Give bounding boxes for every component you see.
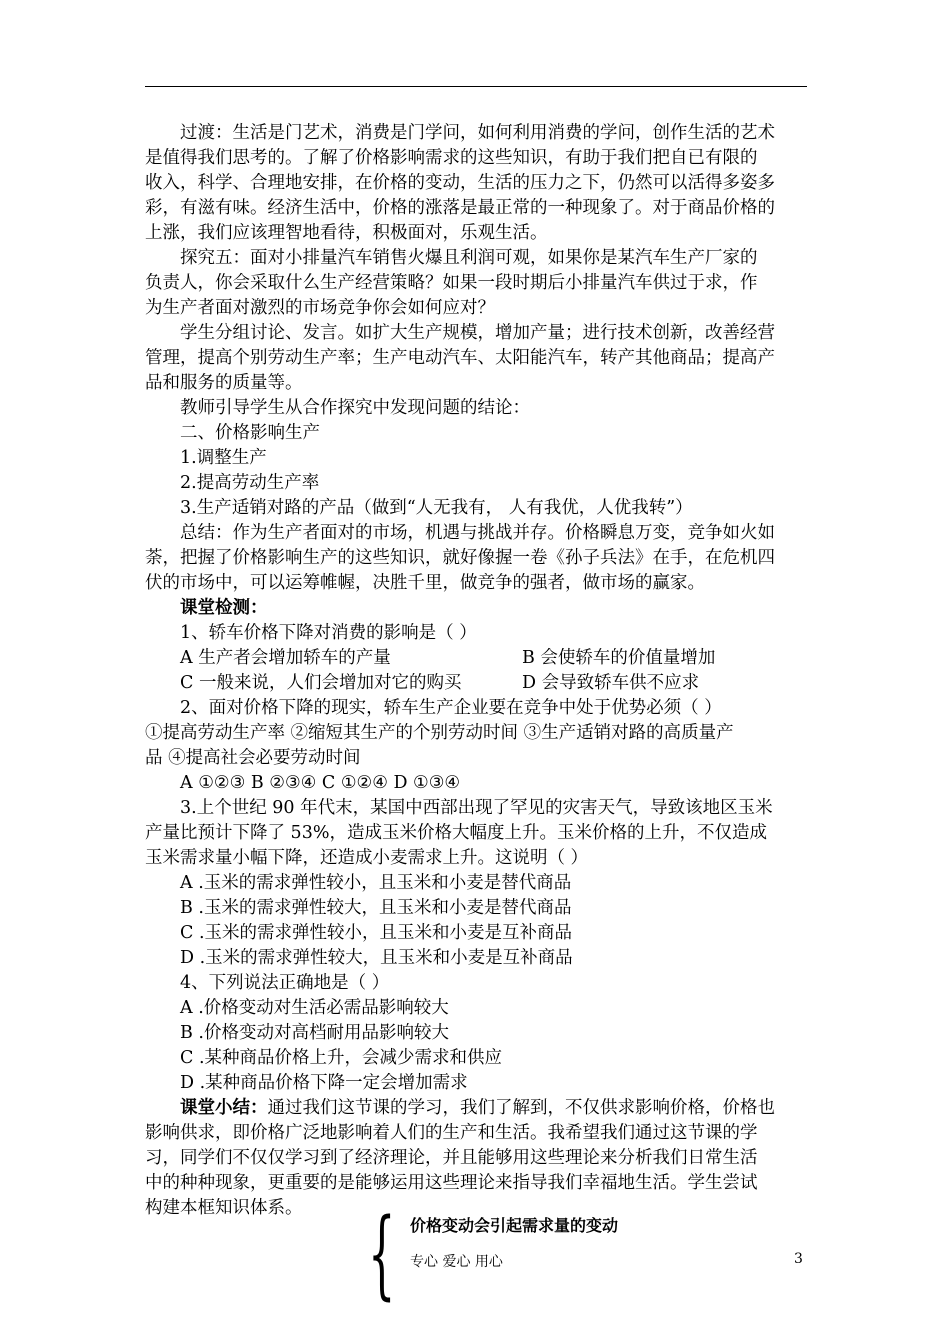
text-line: 管理，提高个别劳动生产率；生产电动汽车、太阳能汽车，转产其他商品；提高产 [145, 348, 775, 368]
text-line: 产量比预计下降了 53%，造成玉米价格大幅度上升。玉米价格的上升，不仅造成 [145, 823, 767, 843]
text-line: 是值得我们思考的。了解了价格影响需求的这些知识，有助于我们把自已有限的 [145, 148, 758, 168]
knowledge-map-title: 价格变动会引起需求量的变动 [410, 1216, 619, 1235]
text-line: C .某种商品价格上升，会减少需求和供应 [180, 1048, 503, 1068]
text-line: D .某种商品价格下降一定会增加需求 [180, 1073, 468, 1093]
text-line: 3.上个世纪 90 年代末，某国中西部出现了罕见的灾害天气，导致该地区玉米 [180, 798, 773, 818]
text-line: B .玉米的需求弹性较大，且玉米和小麦是替代商品 [180, 898, 572, 918]
document-body [145, 121, 807, 1221]
option-d: D 会导致轿车供不应求 [522, 673, 700, 693]
page-number: 3 [794, 1251, 803, 1267]
text-line: 2、面对价格下降的现实，轿车生产企业要在竞争中处于优势必须（ ） [180, 698, 722, 718]
summary-heading: 课堂小结： [180, 1098, 268, 1118]
option-b: B 会使轿车的价值量增加 [522, 648, 716, 668]
question-1-options-row-1 [145, 646, 807, 671]
quiz-heading: 课堂检测： [180, 598, 268, 618]
text-line: D .玉米的需求弹性较大，且玉米和小麦是互补商品 [180, 948, 573, 968]
text-line: 负责人，你会采取什么生产经营策略？如果一段时期后小排量汽车供过于求，作 [145, 273, 758, 293]
option-c: C 一般来说，人们会增加对它的购买 [180, 673, 462, 693]
text-line: 影响供求，即价格广泛地影响着人们的生产和生活。我希望我们通过这节课的学 [145, 1123, 758, 1143]
body-paragraphs [145, 121, 807, 596]
questions-3-4 [145, 796, 807, 1096]
text-line: 二、价格影响生产 [180, 423, 320, 443]
summary-text: 通过我们这节课的学习，我们了解到，不仅供求影响价格，价格也 [267, 1098, 775, 1118]
text-line: 品和服务的质量等。 [145, 373, 303, 393]
text-line: 上涨，我们应该理智地看待，积极面对，乐观生活。 [145, 223, 548, 243]
text-line: 收入，科学、合理地安排，在价格的变动，生活的压力之下，仍然可以活得多姿多 [145, 173, 775, 193]
summary-first-line [145, 1096, 807, 1121]
text-line: 总结：作为生产者面对的市场，机遇与挑战并存。价格瞬息万变，竞争如火如 [180, 523, 775, 543]
text-line: C .玉米的需求弹性较小，且玉米和小麦是互补商品 [180, 923, 573, 943]
text-line: 学生分组讨论、发言。如扩大生产规模，增加产量；进行技术创新，改善经营 [180, 323, 775, 343]
option-a: A 生产者会增加轿车的产量 [180, 648, 391, 668]
text-line: 1.调整生产 [180, 448, 267, 468]
question-1: 1、轿车价格下降对消费的影响是（ ） [180, 623, 477, 643]
question-1-options-row-2 [145, 671, 807, 696]
text-line: 教师引导学生从合作探究中发现问题的结论： [180, 398, 530, 418]
text-line: 习，同学们不仅仅学习到了经济理论，并且能够用这些理论来分析我们日常生活 [145, 1148, 758, 1168]
text-line: ①提高劳动生产率 ②缩短其生产的个别劳动时间 ③生产适销对路的高质量产 [145, 723, 734, 743]
text-line: 中的种种现象，更重要的是能够运用这些理论来指导我们幸福地生活。学生尝试 [145, 1173, 758, 1193]
summary-paragraph [145, 1121, 807, 1221]
text-line: B .价格变动对高档耐用品影响较大 [180, 1023, 449, 1043]
text-line: A ①②③ B ②③④ C ①②④ D ①③④ [180, 773, 461, 793]
text-line: 构建本框知识体系。 [145, 1198, 303, 1218]
text-line: 彩，有滋有味。经济生活中，价格的涨落是最正常的一种现象了。对于商品价格的 [145, 198, 775, 218]
text-line: 为生产者面对激烈的市场竞争你会如何应对？ [145, 298, 495, 318]
text-line: 玉米需求量小幅下降，还造成小麦需求上升。这说明（ ） [145, 848, 589, 868]
text-line: 探究五：面对小排量汽车销售火爆且利润可观，如果你是某汽车生产厂家的 [180, 248, 758, 268]
text-line: A .玉米的需求弹性较小，且玉米和小麦是替代商品 [180, 873, 572, 893]
text-line: 2.提高劳动生产率 [180, 473, 320, 493]
header-rule [145, 86, 807, 87]
text-line: 3.生产适销对路的产品（做到“人无我有， 人有我优，人优我转”） [180, 498, 693, 518]
text-line: 4、下列说法正确地是（ ） [180, 973, 390, 993]
brace-icon: { [368, 1198, 396, 1310]
text-line: 荼，把握了价格影响生产的这些知识，就好像握一卷《孙子兵法》在手，在危机四 [145, 548, 775, 568]
text-line: 品 ④提高社会必要劳动时间 [145, 748, 361, 768]
question-2 [145, 696, 807, 796]
footer-motto: 专心 爱心 用心 [410, 1254, 503, 1270]
text-line: 伏的市场中，可以运筹帷幄，决胜千里，做竞争的强者，做市场的赢家。 [145, 573, 705, 593]
text-line: A .价格变动对生活必需品影响较大 [180, 998, 449, 1018]
text-line: 过渡：生活是门艺术，消费是门学问，如何利用消费的学问，创作生活的艺术 [180, 123, 775, 143]
